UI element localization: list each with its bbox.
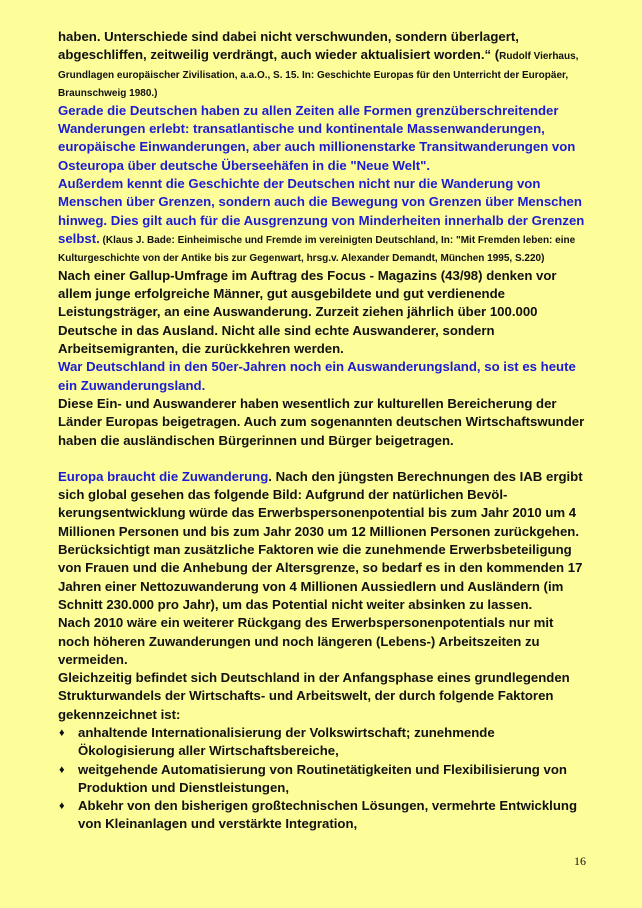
- page-number: 16: [574, 854, 586, 868]
- list-item-text: anhaltende Internationalisierung der Volkswirtschaft; zunehmende Ökologisierung aller Wirtschaftsbereiche,: [78, 725, 495, 759]
- citation-bade: (Klaus J. Bade: Einheimische und Fremde im vereinigten Deutschland, In: "Mit Fremden leben: eine Kulturgeschichte von der Antike bis zur Gegenwart, hrsg.v. Alexander Demandt, München 1995, S.220): [58, 234, 576, 265]
- paragraph-bereicherung: Diese Ein- und Auswanderer haben wesentlich zur kulturellen Bereicherung der Länder Europas beigetragen. Auch zum sogenannten deutschen Wirtschaftswunder haben die ausländischen Bürgerinnen und Bürger beigetragen.: [58, 395, 585, 448]
- factor-list: [58, 724, 588, 834]
- document-page: [58, 28, 588, 834]
- citation-vierhaus: Rudolf Vierhaus, Grundlagen europäischer Zivilisation, a.a.O., S. 15. In: Geschichte Europas für den Unterricht der Europäer, Braunschweig 1980.): [58, 51, 579, 100]
- paragraph-wanderungen: Gerade die Deutschen haben zu allen Zeiten alle Formen grenzüberschreitender Wanderungen erlebt: transatlantische und kontinentale Massenwanderungen, europäische Einwanderungen, aber auch millionenstarke Transitwanderungen von Osteuropa über deutsche Überseehäfen in die "Neue Welt".: [58, 102, 576, 173]
- paragraph-spacer: [58, 450, 588, 468]
- list-item: [58, 797, 588, 834]
- paragraph-gallup: Nach einer Gallup-Umfrage im Auftrag des Focus - Magazins (43/98) denken vor allem junge erfolgreiche Männer, gut ausgebildete und gut verdienende Leistungsträger, an eine Auswanderung. Zurzeit ziehen jährlich über 100.000 Deutsche in das Ausland. Nicht alle sind echte Auswanderer, sondern Arbeitsemigranten, die zurückkehren werden.: [58, 267, 557, 357]
- paragraph-europa-zuwanderung: [58, 468, 588, 614]
- paragraph-grenzen: [58, 175, 588, 267]
- list-item: [58, 724, 588, 761]
- paragraph-zuwanderungsland: War Deutschland in den 50er-Jahren noch ein Auswanderungsland, so ist es heute ein Zuwanderungsland.: [58, 359, 576, 393]
- diamond-bullet-icon: ♦: [59, 763, 65, 776]
- paragraph-strukturwandel: Gleichzeitig befindet sich Deutschland in der Anfangsphase eines grundlegenden Strukturwandels der Wirtschafts- und Arbeitswelt, der durch folgende Faktoren gekennzeichnet ist:: [58, 670, 570, 722]
- paragraph-nach-2010: Nach 2010 wäre ein weiterer Rückgang des Erwerbspersonenpotentials nur mit noch höheren Zuwanderungen und noch längeren (Lebens-) Arbeitszeiten zu vermeiden.: [58, 615, 554, 667]
- list-item-text: Abkehr von den bisherigen großtechnischen Lösungen, vermehrte Entwicklung von Kleinanlagen und verstärkte Integration,: [78, 798, 578, 832]
- diamond-bullet-icon: ♦: [59, 727, 65, 739]
- grenzen-text: Außerdem kennt die Geschichte der Deutschen nicht nur die Wanderung von Menschen über Grenzen, sondern auch die Bewegung von Grenzen über Menschen hinweg. Dies gilt auch für die Ausgrenzung von Minderheiten innerhalb der Grenzen selbst.: [58, 175, 585, 246]
- iab-text: . Nach den jüngsten Berechnungen des IAB ergibt sich global gesehen das folgende Bild: Aufgrund der natürlichen Bevöl-kerungsentwicklung würde das Erwerbspersonenpotential bis zum Jahr 2010 um 4 Millionen Personen und bis zum Jahr 2030 um 12 Millionen Personen zurückgehen. Berücksichtigt man zusätzliche Faktoren wie die zunehmende Erwerbsbeteiligung von Frauen und die Anhebung der Altersgrenze, so bedarf es in den kommenden 17 Jahren einer Nettozuwanderung von 4 Millionen Aussiedlern und Ausländern (im Schnitt 230.000 pro Jahr), um das Potential nicht weiter absinken zu lassen.: [58, 468, 583, 612]
- list-item: [58, 761, 588, 798]
- list-item-text: weitgehende Automatisierung von Routinetätigkeiten und Flexibilisierung von Produktion und Dienstleistungen,: [78, 761, 567, 795]
- europa-heading: Europa braucht die Zuwanderung: [58, 468, 269, 484]
- paragraph-vierhaus-quote: [58, 28, 588, 102]
- quote-text: haben. Unterschiede sind dabei nicht verschwunden, sondern überlagert, abgeschliffen, zeitweilig verdrängt, auch wieder aktualisiert worden.“ (: [58, 29, 519, 63]
- diamond-bullet-icon: ♦: [59, 800, 65, 813]
